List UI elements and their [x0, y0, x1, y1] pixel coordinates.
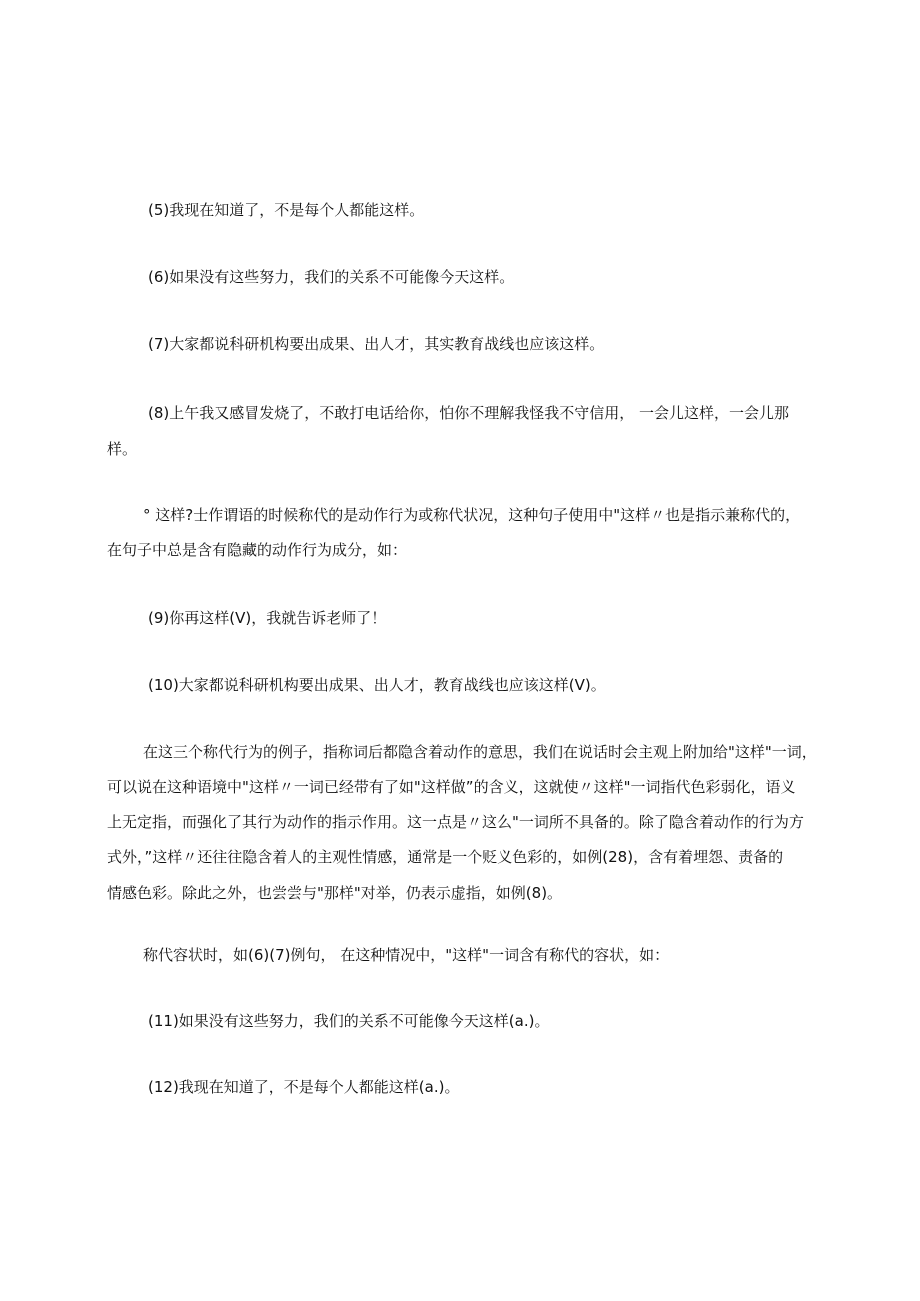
example-9: (9)你再这样(V)，我就告诉老师了！ [148, 609, 387, 627]
action-paragraph-line-4: 式外，”这样〃还往往隐含着人的主观性情感，通常是一个贬义色彩的，如例(28)，含有着埋怨、责备的 [107, 848, 784, 866]
example-8-line-1: (8)上午我又感冒发烧了，不敢打电话给你，怕你不理解我怪我不守信用， 一会儿这样，一会儿那 [148, 404, 790, 422]
example-6: (6)如果没有这些努力，我们的关系不可能像今天这样。 [148, 268, 515, 286]
action-paragraph-line-2: 可以说在这种语境中"这样〃一词已经带有了如"这样做”的含义，这就使〃这样"一词指代色彩弱化，语义 [107, 778, 796, 796]
action-paragraph-line-5: 情感色彩。除此之外，也尝尝与"那样"对举，仍表示虚指，如例(8)。 [107, 884, 563, 902]
example-5: (5)我现在知道了，不是每个人都能这样。 [148, 201, 425, 219]
example-10: (10)大家都说科研机构要出成果、出人才，教育战线也应该这样(V)。 [148, 676, 606, 694]
predicate-paragraph-line-1: ° 这样?士作谓语的时候称代的是动作行为或称代状况，这种句子使用中"这样〃也是指示兼称代的， [143, 506, 801, 524]
example-8-line-2: 样。 [107, 440, 138, 458]
example-11: (11)如果没有这些努力，我们的关系不可能像今天这样(a.)。 [148, 1012, 550, 1030]
predicate-paragraph-line-2: 在句子中总是含有隐藏的动作行为成分，如： [107, 541, 408, 559]
action-paragraph-line-3: 上无定指，而强化了其行为动作的指示作用。这一点是〃这么"一词所不具备的。除了隐含着动作的行为方 [107, 813, 804, 831]
action-paragraph-line-1: 在这三个称代行为的例子，指称词后都隐含着动作的意思，我们在说话时会主观上附加给"这样"一词， [143, 743, 817, 761]
manner-paragraph: 称代容状时，如(6)(7)例句， 在这种情况中，"这样"一词含有称代的容状，如： [143, 946, 670, 964]
example-7: (7)大家都说科研机构要出成果、出人才，其实教育战线也应该这样。 [148, 335, 605, 353]
example-12: (12)我现在知道了，不是每个人都能这样(a.)。 [148, 1078, 460, 1096]
